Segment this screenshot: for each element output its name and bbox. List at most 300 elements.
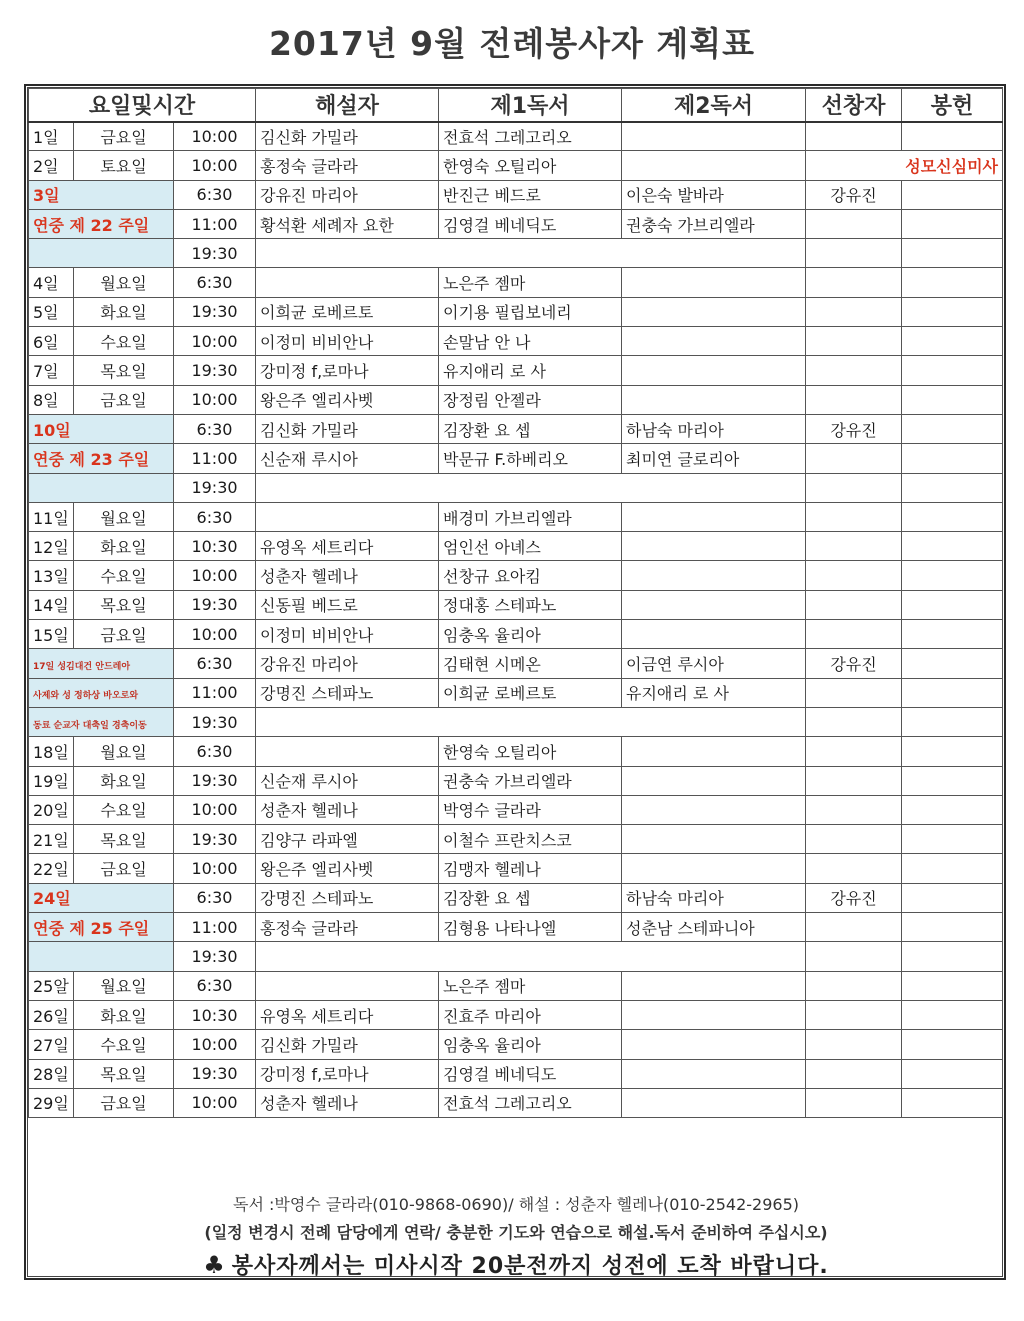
header-day-time: 요일및시간: [29, 89, 256, 122]
commentator-cell: 김신화 가밀라: [256, 1030, 439, 1059]
cantor-cell: [806, 268, 902, 297]
table-row: [29, 825, 1003, 854]
reader2-cell: [622, 1030, 806, 1059]
sunday-label-cell: [29, 942, 174, 971]
time-cell: 19:30: [174, 590, 256, 619]
reader1-cell: 이희균 로베르토: [439, 678, 622, 707]
time-cell: 11:00: [174, 913, 256, 942]
commentator-cell: [256, 971, 439, 1000]
reader2-cell: [622, 854, 806, 883]
reader2-cell: [622, 766, 806, 795]
offertory-cell: [902, 502, 1003, 531]
weekday-cell: 금요일: [74, 1088, 174, 1117]
commentator-cell: 강명진 스테파노: [256, 883, 439, 912]
day-cell: 5일: [29, 297, 74, 326]
footer-reminder-line: [28, 1249, 1004, 1280]
sunday-label-cell: [29, 444, 174, 473]
offertory-cell: [902, 297, 1003, 326]
sunday-label: 연중 제 23 주일: [33, 449, 150, 469]
page-title: 2017년 9월 전례봉사자 계획표: [268, 24, 756, 63]
weekday-cell: 토요일: [74, 151, 174, 180]
commentator-cell: 신순재 루시아: [256, 766, 439, 795]
commentator-cell: 강유진 마리아: [256, 180, 439, 209]
table-row: [29, 151, 1003, 180]
reader2-cell: [622, 297, 806, 326]
offertory-cell: [902, 1000, 1003, 1029]
time-cell: 10:00: [174, 795, 256, 824]
footer-contacts: 독서 :박영수 글라라(010-9868-0690)/ 해설 : 성춘자 헬레나(010-2542-2965): [233, 1195, 799, 1214]
time-cell: 6:30: [174, 649, 256, 678]
commentator-cell: 강미정 f,로마나: [256, 1059, 439, 1088]
time-cell: 10:00: [174, 385, 256, 414]
schedule-table: [28, 88, 1003, 1118]
table-row: [29, 795, 1003, 824]
header-reader2: 제2독서: [622, 89, 806, 122]
reader1-cell: 이기용 필립보네리: [439, 297, 622, 326]
time-cell: 10:30: [174, 1000, 256, 1029]
commentator-cell: [256, 268, 439, 297]
footer-notice: (일정 변경시 전례 담당에게 연락/ 충분한 기도와 연습으로 해설.독서 준비하여 주십시오): [204, 1223, 828, 1242]
table-row: [29, 502, 1003, 531]
time-cell: 19:30: [174, 766, 256, 795]
reader2-cell: [622, 151, 806, 180]
time-cell: 11:00: [174, 209, 256, 238]
offertory-cell: [902, 1030, 1003, 1059]
day-cell: 25알: [29, 971, 74, 1000]
sunday-label: 연중 제 25 주일: [33, 918, 150, 938]
cantor-cell: [806, 913, 902, 942]
sunday-label: 연중 제 22 주일: [33, 215, 150, 235]
cantor-cell: [806, 532, 902, 561]
sunday-label-cell: [29, 883, 174, 912]
reader2-cell: [622, 268, 806, 297]
commentator-cell: 강유진 마리아: [256, 649, 439, 678]
offertory-cell: [902, 620, 1003, 649]
time-cell: 19:30: [174, 707, 256, 736]
cantor-cell: [806, 737, 902, 766]
offertory-cell: [902, 327, 1003, 356]
weekday-cell: 수요일: [74, 327, 174, 356]
weekday-cell: 월요일: [74, 971, 174, 1000]
cantor-cell: [806, 795, 902, 824]
commentator-cell: 신순재 루시아: [256, 444, 439, 473]
offertory-cell: [902, 883, 1003, 912]
weekday-cell: 월요일: [74, 268, 174, 297]
reader1-cell: 유지애리 로 사: [439, 356, 622, 385]
reader2-cell: [622, 737, 806, 766]
weekday-cell: 금요일: [74, 122, 174, 151]
table-row: [29, 1059, 1003, 1088]
cantor-cell: 강유진: [806, 649, 902, 678]
offertory-cell: [902, 356, 1003, 385]
day-cell: 12일: [29, 532, 74, 561]
sunday-label-cell: [29, 707, 174, 736]
time-cell: 6:30: [174, 414, 256, 443]
commentator-cell: 신동필 베드로: [256, 590, 439, 619]
time-cell: 6:30: [174, 737, 256, 766]
table-row: [29, 473, 1003, 502]
commentator-cell: 홍정숙 글라라: [256, 151, 439, 180]
day-cell: 7일: [29, 356, 74, 385]
offertory-cell: [902, 942, 1003, 971]
sunday-label: 17일 성김대건 안드레아: [33, 661, 131, 672]
sunday-label-cell: [29, 678, 174, 707]
sunday-label: 10일: [33, 420, 71, 440]
sunday-label-cell: [29, 209, 174, 238]
sunday-label-cell: [29, 414, 174, 443]
offertory-cell: [902, 913, 1003, 942]
time-cell: 19:30: [174, 239, 256, 268]
weekday-cell: 수요일: [74, 795, 174, 824]
reader1-cell: 임충옥 율리아: [439, 1030, 622, 1059]
commentator-cell: [256, 737, 439, 766]
offertory-cell: [902, 385, 1003, 414]
table-row: [29, 766, 1003, 795]
reader2-cell: [622, 971, 806, 1000]
time-cell: 10:30: [174, 532, 256, 561]
table-row: [29, 180, 1003, 209]
commentator-cell: 성춘자 헬레나: [256, 561, 439, 590]
cantor-cell: [806, 678, 902, 707]
offertory-cell: [902, 649, 1003, 678]
reader1-cell: 권충숙 가브리엘라: [439, 766, 622, 795]
reader1-cell: 김맹자 헬레나: [439, 854, 622, 883]
table-row: [29, 649, 1003, 678]
day-cell: 11일: [29, 502, 74, 531]
weekday-cell: 수요일: [74, 1030, 174, 1059]
commentator-cell: 이정미 비비안나: [256, 620, 439, 649]
day-cell: 1일: [29, 122, 74, 151]
offertory-cell: [902, 209, 1003, 238]
commentator-cell: 이정미 비비안나: [256, 327, 439, 356]
reader2-cell: [622, 1088, 806, 1117]
weekday-cell: 화요일: [74, 766, 174, 795]
weekday-cell: 목요일: [74, 825, 174, 854]
day-cell: 18일: [29, 737, 74, 766]
cantor-cell: [806, 444, 902, 473]
cantor-cell: [806, 1000, 902, 1029]
cantor-cell: 강유진: [806, 414, 902, 443]
time-cell: 10:00: [174, 620, 256, 649]
day-cell: 2일: [29, 151, 74, 180]
commentator-cell: 이희균 로베르토: [256, 297, 439, 326]
commentator-cell: 김신화 가밀라: [256, 414, 439, 443]
reader1-cell: 전효석 그레고리오: [439, 122, 622, 151]
reader2-cell: [622, 561, 806, 590]
time-cell: 19:30: [174, 473, 256, 502]
offertory-cell: [902, 854, 1003, 883]
time-cell: 19:30: [174, 297, 256, 326]
cantor-cell: [806, 327, 902, 356]
cantor-cell: [806, 1088, 902, 1117]
table-row: [29, 385, 1003, 414]
cantor-cell: [806, 473, 902, 502]
weekday-cell: 금요일: [74, 620, 174, 649]
table-row: [29, 737, 1003, 766]
day-cell: 14일: [29, 590, 74, 619]
offertory-cell: [902, 239, 1003, 268]
reader1-cell: 박영수 글라라: [439, 795, 622, 824]
weekday-cell: 화요일: [74, 297, 174, 326]
reader2-cell: 성춘남 스테파니아: [622, 913, 806, 942]
offertory-cell: [902, 180, 1003, 209]
commentator-cell: 성춘자 헬레나: [256, 795, 439, 824]
offertory-cell: [902, 532, 1003, 561]
cantor-cell: [806, 561, 902, 590]
time-cell: 10:00: [174, 854, 256, 883]
table-row: [29, 239, 1003, 268]
reader2-cell: 하남숙 마리아: [622, 414, 806, 443]
cantor-cell: [806, 590, 902, 619]
time-cell: 10:00: [174, 1088, 256, 1117]
table-row: [29, 854, 1003, 883]
day-cell: 21일: [29, 825, 74, 854]
offertory-cell: [902, 766, 1003, 795]
time-cell: 10:00: [174, 122, 256, 151]
header-reader1: 제1독서: [439, 89, 622, 122]
sunday-label-cell: [29, 239, 174, 268]
reader1-cell: 반진근 베드로: [439, 180, 622, 209]
time-cell: 11:00: [174, 444, 256, 473]
day-cell: 26일: [29, 1000, 74, 1029]
day-cell: 8일: [29, 385, 74, 414]
table-row: [29, 268, 1003, 297]
time-cell: 11:00: [174, 678, 256, 707]
offertory-cell: [902, 971, 1003, 1000]
time-cell: 10:00: [174, 327, 256, 356]
reader1-cell: 이철수 프란치스코: [439, 825, 622, 854]
header-commentator: 해설자: [256, 89, 439, 122]
weekday-cell: 목요일: [74, 1059, 174, 1088]
table-row: [29, 707, 1003, 736]
reader1-cell: 엄인선 아녜스: [439, 532, 622, 561]
cantor-cell: [806, 971, 902, 1000]
empty-names-cell: [256, 239, 806, 268]
commentator-cell: 왕은주 엘리사벳: [256, 385, 439, 414]
commentator-cell: 김신화 가밀라: [256, 122, 439, 151]
reader1-cell: 김태현 시메온: [439, 649, 622, 678]
weekday-cell: 수요일: [74, 561, 174, 590]
sunday-label-cell: [29, 913, 174, 942]
offertory-cell: [902, 707, 1003, 736]
cantor-cell: [806, 502, 902, 531]
reader2-cell: [622, 327, 806, 356]
cantor-cell: [806, 209, 902, 238]
offertory-cell: [902, 444, 1003, 473]
cantor-cell: [806, 297, 902, 326]
offertory-cell: [902, 825, 1003, 854]
commentator-cell: 왕은주 엘리사벳: [256, 854, 439, 883]
cantor-cell: [806, 122, 902, 151]
commentator-cell: 강미정 f,로마나: [256, 356, 439, 385]
reader2-cell: 하남숙 마리아: [622, 883, 806, 912]
reader2-cell: [622, 385, 806, 414]
header-row: [29, 89, 1003, 122]
table-row: [29, 414, 1003, 443]
reader2-cell: [622, 620, 806, 649]
day-cell: 4일: [29, 268, 74, 297]
reader1-cell: 배경미 가브리엘라: [439, 502, 622, 531]
header-offertory: 봉헌: [902, 89, 1003, 122]
table-row: [29, 678, 1003, 707]
weekday-cell: 화요일: [74, 532, 174, 561]
reader2-cell: [622, 356, 806, 385]
reader2-cell: [622, 502, 806, 531]
reader1-cell: 박문규 F.하베리오: [439, 444, 622, 473]
commentator-cell: 강명진 스테파노: [256, 678, 439, 707]
schedule-body: [29, 122, 1003, 1118]
cantor-cell: [806, 766, 902, 795]
reader1-cell: 한영숙 오틸리아: [439, 151, 622, 180]
time-cell: 6:30: [174, 180, 256, 209]
weekday-cell: 목요일: [74, 590, 174, 619]
reader1-cell: 임충옥 율리아: [439, 620, 622, 649]
time-cell: 6:30: [174, 268, 256, 297]
empty-names-cell: [256, 942, 806, 971]
table-row: [29, 1000, 1003, 1029]
reader2-cell: [622, 532, 806, 561]
time-cell: 19:30: [174, 356, 256, 385]
offertory-cell: [902, 414, 1003, 443]
footer-reminder: 봉사자께서는 미사시작 20분전까지 성전에 도착 바랍니다.: [231, 1254, 829, 1279]
reader2-cell: 유지애리 로 사: [622, 678, 806, 707]
cantor-cell: 강유진: [806, 180, 902, 209]
day-cell: 6일: [29, 327, 74, 356]
weekday-cell: 화요일: [74, 1000, 174, 1029]
reader1-cell: 노은주 젬마: [439, 268, 622, 297]
commentator-cell: [256, 502, 439, 531]
reader2-cell: [622, 795, 806, 824]
reader1-cell: 노은주 젬마: [439, 971, 622, 1000]
table-row: [29, 942, 1003, 971]
table-row: [29, 561, 1003, 590]
offertory-cell: [902, 590, 1003, 619]
cantor-cell: [806, 356, 902, 385]
reader1-cell: 장정림 안젤라: [439, 385, 622, 414]
club-icon: ♣: [203, 1251, 226, 1279]
cantor-cell: [806, 1059, 902, 1088]
cantor-cell: 강유진: [806, 883, 902, 912]
reader1-cell: 손말남 안 나: [439, 327, 622, 356]
reader1-cell: 한영숙 오틸리아: [439, 737, 622, 766]
table-row: [29, 1030, 1003, 1059]
time-cell: 10:00: [174, 151, 256, 180]
commentator-cell: 성춘자 헬레나: [256, 1088, 439, 1117]
offertory-cell: [902, 268, 1003, 297]
reader1-cell: 정대홍 스테파노: [439, 590, 622, 619]
weekday-cell: 금요일: [74, 385, 174, 414]
empty-names-cell: [256, 707, 806, 736]
reader2-cell: [622, 1000, 806, 1029]
special-mass-note: 성모신심미사: [806, 151, 1003, 180]
time-cell: 19:30: [174, 825, 256, 854]
table-row: [29, 327, 1003, 356]
sunday-label-cell: [29, 649, 174, 678]
reader2-cell: [622, 1059, 806, 1088]
table-row: [29, 913, 1003, 942]
day-cell: 27일: [29, 1030, 74, 1059]
time-cell: 6:30: [174, 502, 256, 531]
time-cell: 10:00: [174, 561, 256, 590]
time-cell: 19:30: [174, 942, 256, 971]
cantor-cell: [806, 1030, 902, 1059]
commentator-cell: 유영옥 세트리다: [256, 532, 439, 561]
table-row: [29, 1088, 1003, 1117]
table-row: [29, 444, 1003, 473]
table-row: [29, 590, 1003, 619]
sunday-label: 24일: [33, 889, 71, 909]
commentator-cell: 유영옥 세트리다: [256, 1000, 439, 1029]
reader1-cell: 진효주 마리아: [439, 1000, 622, 1029]
table-row: [29, 971, 1003, 1000]
reader1-cell: 김형용 나타나엘: [439, 913, 622, 942]
time-cell: 10:00: [174, 1030, 256, 1059]
day-cell: 15일: [29, 620, 74, 649]
time-cell: 19:30: [174, 1059, 256, 1088]
sunday-label: 3일: [33, 186, 60, 206]
sunday-label: 동료 순교자 대축일 경축이동: [33, 720, 147, 731]
reader2-cell: 최미연 글로리아: [622, 444, 806, 473]
reader1-cell: 선창규 요아킴: [439, 561, 622, 590]
reader2-cell: [622, 122, 806, 151]
day-cell: 22일: [29, 854, 74, 883]
offertory-cell: [902, 122, 1003, 151]
offertory-cell: [902, 1059, 1003, 1088]
weekday-cell: 월요일: [74, 737, 174, 766]
table-row: [29, 209, 1003, 238]
offertory-cell: [902, 737, 1003, 766]
header-cantor: 선창자: [806, 89, 902, 122]
commentator-cell: 황석환 세례자 요한: [256, 209, 439, 238]
reader2-cell: 이금연 루시아: [622, 649, 806, 678]
cantor-cell: [806, 239, 902, 268]
table-row: [29, 532, 1003, 561]
reader1-cell: 김장환 요 셉: [439, 414, 622, 443]
empty-names-cell: [256, 473, 806, 502]
day-cell: 28일: [29, 1059, 74, 1088]
commentator-cell: 김양구 라파엘: [256, 825, 439, 854]
table-row: [29, 297, 1003, 326]
cantor-cell: [806, 385, 902, 414]
table-row: [29, 356, 1003, 385]
offertory-cell: [902, 678, 1003, 707]
cantor-cell: [806, 825, 902, 854]
table-row: [29, 122, 1003, 151]
table-row: [29, 883, 1003, 912]
day-cell: 13일: [29, 561, 74, 590]
reader1-cell: 김영걸 베네딕도: [439, 209, 622, 238]
reader1-cell: 전효석 그레고리오: [439, 1088, 622, 1117]
cantor-cell: [806, 854, 902, 883]
reader2-cell: [622, 590, 806, 619]
reader2-cell: 권충숙 가브리엘라: [622, 209, 806, 238]
reader2-cell: [622, 825, 806, 854]
offertory-cell: [902, 561, 1003, 590]
offertory-cell: [902, 795, 1003, 824]
sunday-label-cell: [29, 473, 174, 502]
sunday-label-cell: [29, 180, 174, 209]
day-cell: 19일: [29, 766, 74, 795]
footer: [28, 1156, 1004, 1279]
cantor-cell: [806, 620, 902, 649]
weekday-cell: 목요일: [74, 356, 174, 385]
weekday-cell: 월요일: [74, 502, 174, 531]
reader2-cell: 이은숙 발바라: [622, 180, 806, 209]
time-cell: 6:30: [174, 971, 256, 1000]
day-cell: 20일: [29, 795, 74, 824]
commentator-cell: 홍정숙 글라라: [256, 913, 439, 942]
reader1-cell: 김장환 요 셉: [439, 883, 622, 912]
